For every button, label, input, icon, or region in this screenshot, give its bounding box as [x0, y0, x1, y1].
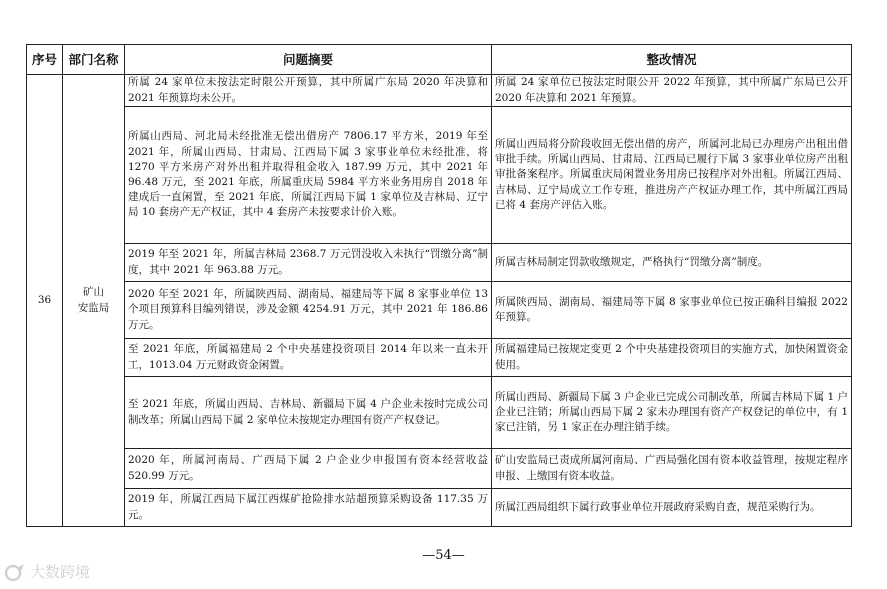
table-row	[27, 339, 852, 377]
issue-summary: 2020 年，所属河南局、广西局下属 2 户企业少申报国有资本经营收益 520.99 万元。	[125, 449, 492, 489]
rectification-status: 所属江西局组织下属行政事业单位开展政府采购自查，规范采购行为。	[492, 489, 852, 527]
rectification-status: 所属陕西局、湖南局、福建局等下属 8 家事业单位已按正确科目编报 2022 年预算。	[492, 282, 852, 339]
department-name-line1: 矿山	[83, 286, 104, 299]
table-row	[27, 282, 852, 339]
table-row	[27, 449, 852, 489]
rectification-status: 所属福建局已按规定变更 2 个中央基建投资项目的实施方式，加快闲置资金使用。	[492, 339, 852, 377]
rectification-status: 矿山安监局已责成所属河南局、广西局强化国有资本收益管理，按规定程序申报、上缴国有资本收益。	[492, 449, 852, 489]
rectification-status: 所属山西局将分阶段收回无偿出借的房产，所属河北局已办理房产出租出借审批手续。所属山西局、甘肃局、江西局已履行下属 3 家事业单位房产出租审批备案程序。所属重庆局闲置业务用房已按程序对外出租。所属江西局、吉林局、辽宁局成立工作专班，推进房产产权证办理工作，其中所属江西局已将 4 套房产评估入账。	[492, 107, 852, 244]
header-dept: 部门名称	[63, 45, 125, 75]
watermark	[4, 561, 90, 582]
issue-summary: 2019 年至 2021 年，所属吉林局 2368.7 万元罚没收入未执行“罚缴分离”制度，其中 2021 年 963.88 万元。	[125, 244, 492, 282]
rectification-status: 所属吉林局制定罚款收缴规定，严格执行“罚缴分离”制度。	[492, 244, 852, 282]
issue-summary: 所属 24 家单位未按法定时限公开预算，其中所属广东局 2020 年决算和 2021 年预算均未公开。	[125, 75, 492, 107]
header-num: 序号	[27, 45, 63, 75]
page-number: —54—	[422, 548, 465, 563]
rectification-table	[26, 44, 852, 527]
watermark-text: 大数跨境	[30, 563, 91, 581]
issue-summary: 至 2021 年底，所属山西局、吉林局、新疆局下属 4 户企业未按时完成公司制改革；所属山西局下属 2 家单位未按规定办理国有资产产权登记。	[125, 377, 492, 449]
issue-summary: 至 2021 年底，所属福建局 2 个中央基建投资项目 2014 年以来一直未开工，1013.04 万元财政资金闲置。	[125, 339, 492, 377]
rectification-status: 所属山西局、新疆局下属 3 户企业已完成公司制改革，所属吉林局下属 1 户企业已注销；所属山西局下属 2 家未办理国有资产产权登记的单位中，有 1 家已注销，另 1 家正在办理注销手续。	[492, 377, 852, 449]
rectification-status: 所属 24 家单位已按法定时限公开 2022 年预算，其中所属广东局已公开 2020 年决算和 2021 年预算。	[492, 75, 852, 107]
table-row	[27, 489, 852, 527]
department-name	[63, 75, 125, 527]
issue-summary: 2019 年，所属江西局下属江西煤矿抢险排水站超预算采购设备 117.35 万元。	[125, 489, 492, 527]
issue-summary: 2020 年至 2021 年，所属陕西局、湖南局、福建局等下属 8 家事业单位 13 个项目预算科目编列错误，涉及金额 4254.91 万元，其中 2021 年 186.86 万元。	[125, 282, 492, 339]
row-number: 36	[27, 75, 63, 527]
department-name-line2: 安监局	[77, 301, 110, 314]
header-fix: 整改情况	[492, 45, 852, 75]
header-issue: 问题摘要	[125, 45, 492, 75]
issue-summary: 所属山西局、河北局未经批准无偿出借房产 7806.17 平方米，2019 年至 2021 年，所属山西局、甘肃局、江西局下属 3 家事业单位未经批准，将 1270 平方米房产对外出租并取得租金收入 187.99 万元，其中 2021 年 96.48 万元，至 2021 年底，所属重庆局 5984 平方米业务用房自 2018 年建成后一直闲置，至 2021 年底，所属江西局下属 1 家单位及吉林局、辽宁局 10 套房产无产权证，其中 4 套房产未按要求计价入账。	[125, 107, 492, 244]
table-row	[27, 377, 852, 449]
table-row	[27, 107, 852, 244]
table-row	[27, 75, 852, 107]
brand-logo-icon	[4, 562, 26, 582]
table-row	[27, 244, 852, 282]
table-header-row	[27, 45, 852, 75]
